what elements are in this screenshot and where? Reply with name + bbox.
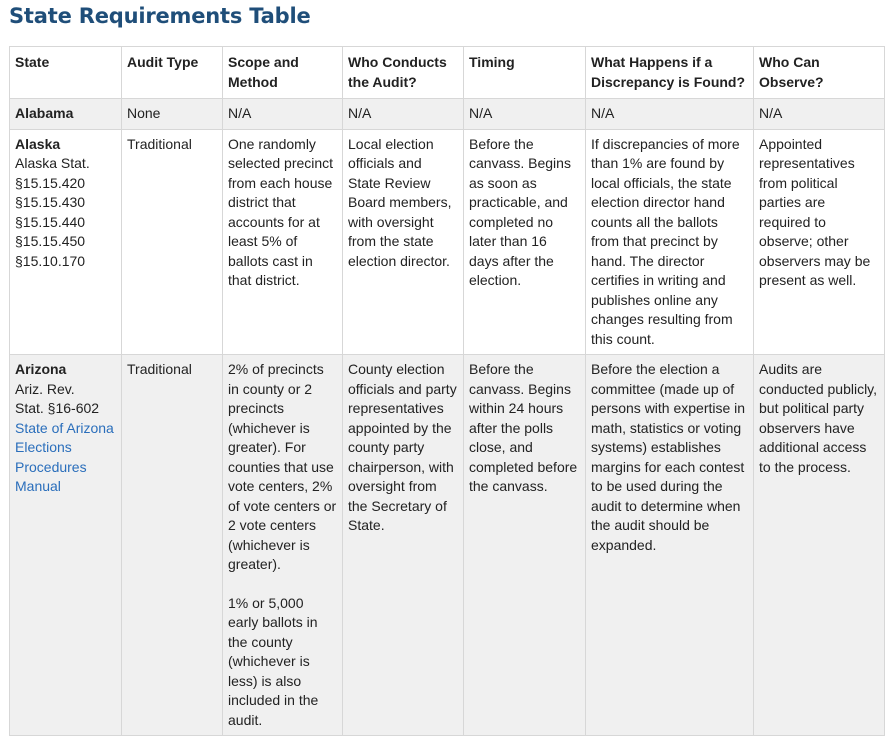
- column-header-scope: Scope and Method: [223, 47, 343, 99]
- state-requirements-table: [9, 46, 885, 736]
- scope-paragraph: 1% or 5,000 early ballots in the county (whichever is less) is also included in the audit.: [228, 594, 319, 728]
- conducts-cell: Local election officials and State Review Board members, with oversight from the state election director.: [343, 129, 464, 355]
- column-header-audit-type: Audit Type: [122, 47, 223, 99]
- discrepancy-cell: If discrepancies of more than 1% are found by local officials, the state election director hand counts all the ballots from that precinct by hand. The director certifies in writing and publishes online any changes resulting from this count.: [586, 129, 754, 355]
- table-row: [10, 129, 885, 355]
- statute-citation: Alaska Stat.: [15, 155, 90, 171]
- column-header-observe: Who Can Observe?: [754, 47, 885, 99]
- state-cell: [10, 355, 122, 736]
- page-title: State Requirements Table: [9, 4, 311, 28]
- conducts-cell: County election officials and party representatives appointed by the county party chairperson, with oversight from the Secretary of State.: [343, 355, 464, 736]
- procedures-manual-link[interactable]: State of Arizona Elections Procedures Manual: [15, 419, 114, 494]
- statute-citation: §15.15.430: [15, 194, 86, 210]
- observe-cell: Appointed representatives from political parties are required to observe; other observers may be present as well.: [754, 129, 885, 355]
- statute-citation: §15.15.450: [15, 233, 86, 249]
- statute-citation: §15.15.420: [15, 174, 86, 191]
- scope-cell: [223, 355, 343, 736]
- audit-type-cell: Traditional: [122, 129, 223, 355]
- column-header-conducts: Who Conducts the Audit?: [343, 47, 464, 99]
- timing-cell: Before the canvass. Begins as soon as practicable, and completed no later than 16 days after the election.: [464, 129, 586, 355]
- discrepancy-cell: Before the election a committee (made up of persons with expertise in math, statistics or voting systems) establishes margins for each contest to be used during the audit to determine when the audit should be expanded.: [586, 355, 754, 736]
- state-name: Alaska: [15, 135, 61, 152]
- statute-citation: Stat. §16-602: [15, 400, 100, 416]
- timing-cell: Before the canvass. Begins within 24 hours after the polls close, and completed before the canvass.: [464, 355, 586, 736]
- scope-cell: [223, 129, 343, 355]
- statute-citation: §15.10.170: [15, 252, 86, 269]
- table-row: [10, 355, 885, 736]
- state-name: Arizona: [15, 361, 67, 377]
- state-name: Alabama: [15, 105, 74, 121]
- audit-type-cell: Traditional: [122, 355, 223, 736]
- column-header-timing: Timing: [464, 47, 586, 99]
- scope-cell: [223, 99, 343, 130]
- column-header-state: State: [10, 47, 122, 99]
- scope-paragraph: N/A: [228, 105, 252, 121]
- column-header-discrepancy: What Happens if a Discrepancy is Found?: [586, 47, 754, 99]
- statute-citation: Ariz. Rev.: [15, 380, 75, 397]
- state-cell: [10, 99, 122, 130]
- conducts-cell: N/A: [343, 99, 464, 130]
- scope-paragraph: 2% of precincts in county or 2 precincts (whichever is greater). For counties that use vote centers, 2% of vote centers or 2 vote centers (whichever is greater).: [228, 361, 337, 572]
- timing-cell: N/A: [464, 99, 586, 130]
- state-cell: [10, 129, 122, 355]
- observe-cell: Audits are conducted publicly, but political party observers have additional access to the process.: [754, 355, 885, 736]
- table-header-row: [10, 47, 885, 99]
- statute-citation: §15.15.440: [15, 213, 86, 230]
- table-row: [10, 99, 885, 130]
- discrepancy-cell: N/A: [586, 99, 754, 130]
- observe-cell: N/A: [754, 99, 885, 130]
- scope-paragraph: One randomly selected precinct from each house district that accounts for at least 5% of ballots cast in that district.: [228, 135, 334, 288]
- audit-type-cell: None: [122, 99, 223, 130]
